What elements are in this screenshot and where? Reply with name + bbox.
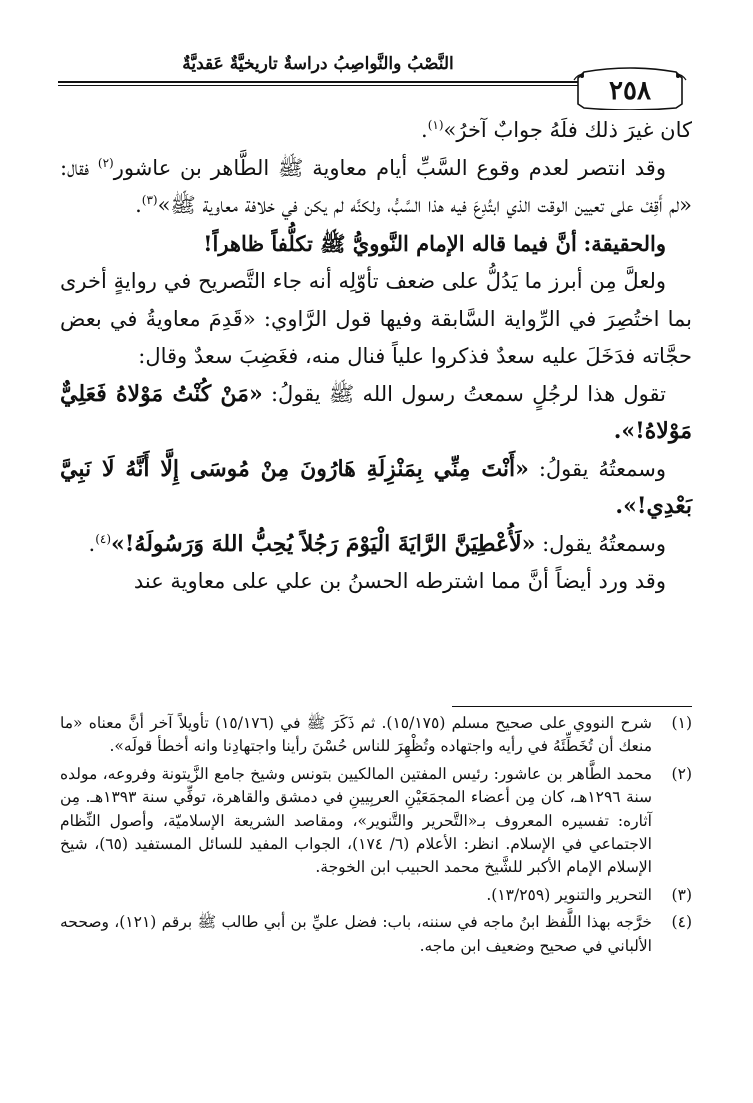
footnote-ref: (٣) <box>141 193 158 207</box>
page-header <box>58 52 698 112</box>
text-span: وسمعتُهُ يقول: <box>542 531 666 556</box>
hadith-quote: «أَنْتَ مِنِّي بِمَنْزِلَةِ هَارُونَ مِنْ مُوسَى إِلَّا أَنَّهُ لَا نَبِيَّ بَعْدِي!». <box>60 455 692 519</box>
text-span: فقال: «لم أَقِفْ على تعيين الوقت الذي ابتُدِعَ فيه هذا السَّبُّ، ولكنَّه لم يكن في خلافة معاوية ﷺ» <box>60 155 692 217</box>
footnote <box>60 884 692 907</box>
footnote-text: محمد الطَّاهر بن عاشور: رئيس المفتين المالكيين بتونس وشيخ جامع الزَّيتونة وفروعه، مولده سنة ١٢٩٦هـ، كان مِن أعضاء المجمَعَيْنِ العربِيينِ في دمشق والقاهرة، توفِّي سنة ١٣٩٣هـ. مِن آثاره: تفسيره المعروف بـ«التَّحرير والتَّنوير»، ومقاصد الشريعة الإسلاميّة، وأصول النِّظام الاجتماعي في الإسلام. انظر: الأعلام (٦/ ١٧٤)، الجواب المفيد للسائل المستفيد (٦٥)، شيخ الإسلام الإمام الأكبر للشَّيخ محمد الحبيب ابن الخوجة. <box>60 764 653 877</box>
footnote-text: التحرير والتنوير (١٣/٢٥٩). <box>486 885 652 904</box>
footnote-number: (٢) <box>671 764 692 783</box>
text-span: وسمعتُهُ يقولُ: <box>538 456 666 481</box>
paragraph <box>60 376 692 451</box>
footnote-text: خرَّجه بهذا اللَّفظ ابنُ ماجه في سننه، باب: فضل عليِّ بن أبي طالب ﷺ برقم (١٢١)، وصححه الألباني في صحيح وضعيف ابن ماجه. <box>60 913 652 955</box>
paragraph: وقد ورد أيضاً أنَّ مما اشترطه الحسنُ بن علي على معاوية عند <box>133 569 666 593</box>
footnote <box>60 763 692 880</box>
text-span: وقد انتصر لعدم وقوع السَّبِّ أيام معاوية ﷺ الطَّاهر بن عاشور <box>113 155 666 180</box>
running-title: النَّصْبُ والنَّواصِبُ دراسةٌ تاريخيَّةٌ عَقديَّةٌ <box>182 54 454 74</box>
page-number-frame <box>570 66 690 110</box>
footnote-number: (٣) <box>671 885 692 904</box>
footnote-separator <box>452 706 692 707</box>
footnote <box>60 712 692 759</box>
footnote-ref: (٢) <box>97 155 114 170</box>
header-rule <box>58 81 578 83</box>
footnote-number: (٤) <box>671 913 692 932</box>
footnote-ref: (٤) <box>95 531 112 546</box>
paragraph: ولعلَّ مِن أبرز ما يَدُلُّ على ضعف تأوّلِه أنه جاء التَّصريح في روايةٍ أخرى بما اختُصِرَ في الرِّواية السَّابقة وفيها قول الرَّاوي: «قَدِمَ معاويةُ في بعض حجَّاته فدَخَلَ عليه سعدٌ فذكروا علياً فنال منه، فغَضِبَ سعدٌ وقال: <box>60 269 692 368</box>
text-span: أنَّ فيما قاله الإمام النَّوويُّ ﷺ تكلُّفاً ظاهراً! <box>203 230 577 256</box>
paragraph: وسمعتُهُ يقول: «لَأُعْطِيَنَّ الرَّايَةَ الْيَوْمَ رَجُلاً يُحِبُّ اللهَ وَرَسُولَهُ!»$^{(٤)}$. <box>88 530 666 557</box>
hadith-quote: «لَأُعْطِيَنَّ الرَّايَةَ الْيَوْمَ رَجُلاً يُحِبُّ اللهَ وَرَسُولَهُ!» <box>111 530 536 557</box>
paragraph <box>60 225 692 264</box>
footnote-number: (١) <box>671 714 692 732</box>
paragraph <box>60 451 692 526</box>
paragraph: وقد انتصر لعدم وقوع السَّبِّ أيام معاوية ﷺ الطَّاهر بن عاشور$^{(٢)}$ فقال: «لم أَقِفْ على تعيين الوقت الذي ابتُدِعَ فيه هذا السَّبُّ، ولكنَّه لم يكن في خلافة معاوية ﷺ»$^{(٣)}$. <box>60 155 692 217</box>
page-number: ٢٥٨ <box>609 76 651 106</box>
footnote-text: شرح النووي على صحيح مسلم (١٥/١٧٥). ثم ذَكَرَ ﷺ في (١٥/١٧٦) تأويلاً آخر أنَّ معناه «ما منعك أن تُخَطِّئَهُ في رأيه واجتهاده وتُظْهِرَ للناس حُسْنَ رأينا واجتهادِنا وانه أخطأ قولَه». <box>60 714 652 756</box>
text-span: تقول هذا لرجُلٍ سمعتُ رسول الله ﷺ يقولُ: <box>270 381 666 406</box>
header-rule-thin <box>58 85 578 86</box>
text-line: كان غيرَ ذلك فلَهُ جوابٌ آخرُ»$^{(١)}$. <box>421 118 692 142</box>
footnotes <box>60 712 692 962</box>
hadith-quote: «مَنْ كُنْتُ مَوْلاهُ فَعَلِيٌّ مَوْلاهُ!». <box>60 380 692 444</box>
main-text <box>60 112 692 601</box>
text-span: كان غيرَ ذلك فلَهُ جوابٌ آخرُ» <box>443 118 692 142</box>
footnote-ref: (١) <box>427 118 444 132</box>
footnote <box>60 911 692 958</box>
emphasis-label: والحقيقة: <box>583 230 666 256</box>
